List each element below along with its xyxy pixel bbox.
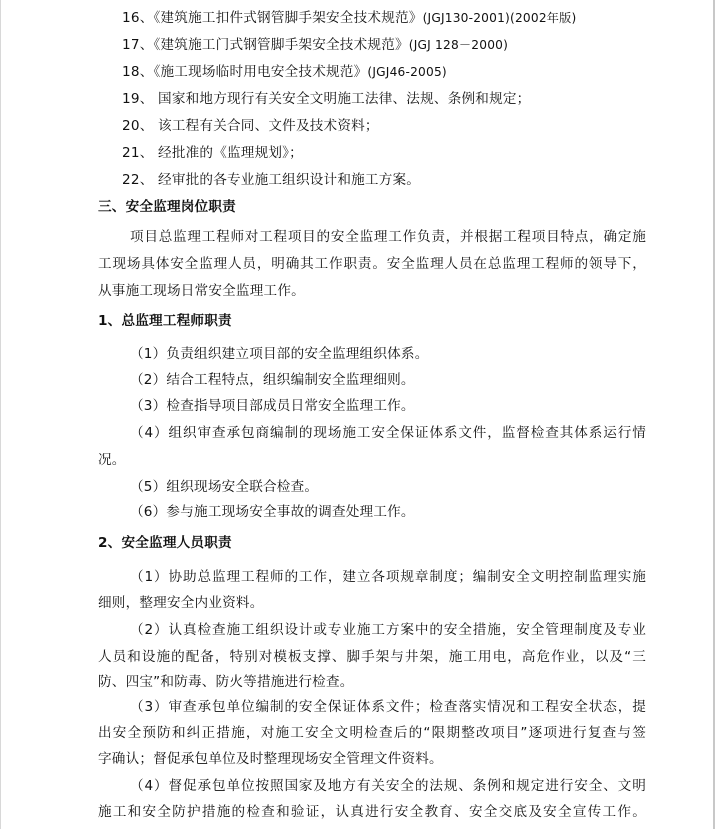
list-item: 17、《建筑施工门式钢管脚手架安全技术规范》(JGJ 128－2000) (122, 37, 509, 53)
list-item: 况。 (98, 452, 126, 468)
list-item: （1）负责组织建立项目部的安全监理组织体系。 (130, 346, 429, 362)
list-item: 22、 经审批的各专业施工组织设计和施工方案。 (122, 172, 421, 188)
paragraph-line: 项目总监理工程师对工程项目的安全监理工作负责，并根据工程项目特点，确定施 (130, 229, 646, 245)
section-heading: 三、安全监理岗位职责 (98, 199, 236, 215)
paragraph-line: 字确认；督促承包单位及时整理现场安全管理文件资料。 (98, 751, 443, 767)
list-item: （6）参与施工现场安全事故的调查处理工作。 (130, 504, 415, 520)
paragraph-line: 从事施工现场日常安全监理工作。 (98, 283, 305, 299)
list-item: （3）检查指导项目部成员日常安全监理工作。 (130, 398, 415, 414)
list-item: （2）结合工程特点，组织编制安全监理细则。 (130, 372, 415, 388)
list-item: （5）组织现场安全联合检查。 (130, 479, 319, 495)
paragraph-line: 人员和设施的配备，特别对模板支撑、脚手架与井架，施工用电，高危作业，以及“三 (98, 649, 646, 665)
paragraph-line: 防、四宝”和防毒、防火等措施进行检查。 (98, 674, 354, 690)
list-item: 21、 经批准的《监理规划》； (122, 145, 303, 161)
list-item: 19、 国家和地方现行有关安全文明施工法律、法规、条例和规定； (122, 91, 531, 107)
paragraph-line: （3）审查承包单位编制的安全保证体系文件；检查落实情况和工程安全状态，提 (130, 699, 646, 715)
paragraph-line: （1）协助总监理工程师的工作，建立各项规章制度；编制安全文明控制监理实施 (130, 569, 646, 585)
list-item: （4）组织审查承包商编制的现场施工安全保证体系文件，监督检查其体系运行情 (130, 425, 646, 441)
paragraph-line: 出安全预防和纠正措施，对施工安全文明检查后的“限期整改项目”逐项进行复查与签 (98, 725, 646, 741)
subsection-heading: 1、总监理工程师职责 (98, 313, 232, 329)
paragraph-line: 施工和安全防护措施的检查和验证，认真进行安全教育、安全交底及安全宣传工作。 (98, 804, 646, 820)
paragraph-line: （2）认真检查施工组织设计或专业施工方案中的安全措施，安全管理制度及专业 (130, 622, 646, 638)
paragraph-line: 细则，整理安全内业资料。 (98, 595, 264, 611)
subsection-heading: 2、安全监理人员职责 (98, 535, 232, 551)
list-item: 18、《施工现场临时用电安全技术规范》(JGJ46-2005) (122, 64, 447, 80)
list-item: 20、 该工程有关合同、文件及技术资料； (122, 118, 379, 134)
list-item: 16、《建筑施工扣件式钢管脚手架安全技术规范》(JGJ130-2001)(2002年版) (122, 10, 577, 26)
paragraph-line: 工现场具体安全监理人员，明确其工作职责。安全监理人员在总监理工程师的领导下， (98, 256, 646, 272)
paragraph-line: （4）督促承包单位按照国家及地方有关安全的法规、条例和规定进行安全、文明 (130, 778, 646, 794)
